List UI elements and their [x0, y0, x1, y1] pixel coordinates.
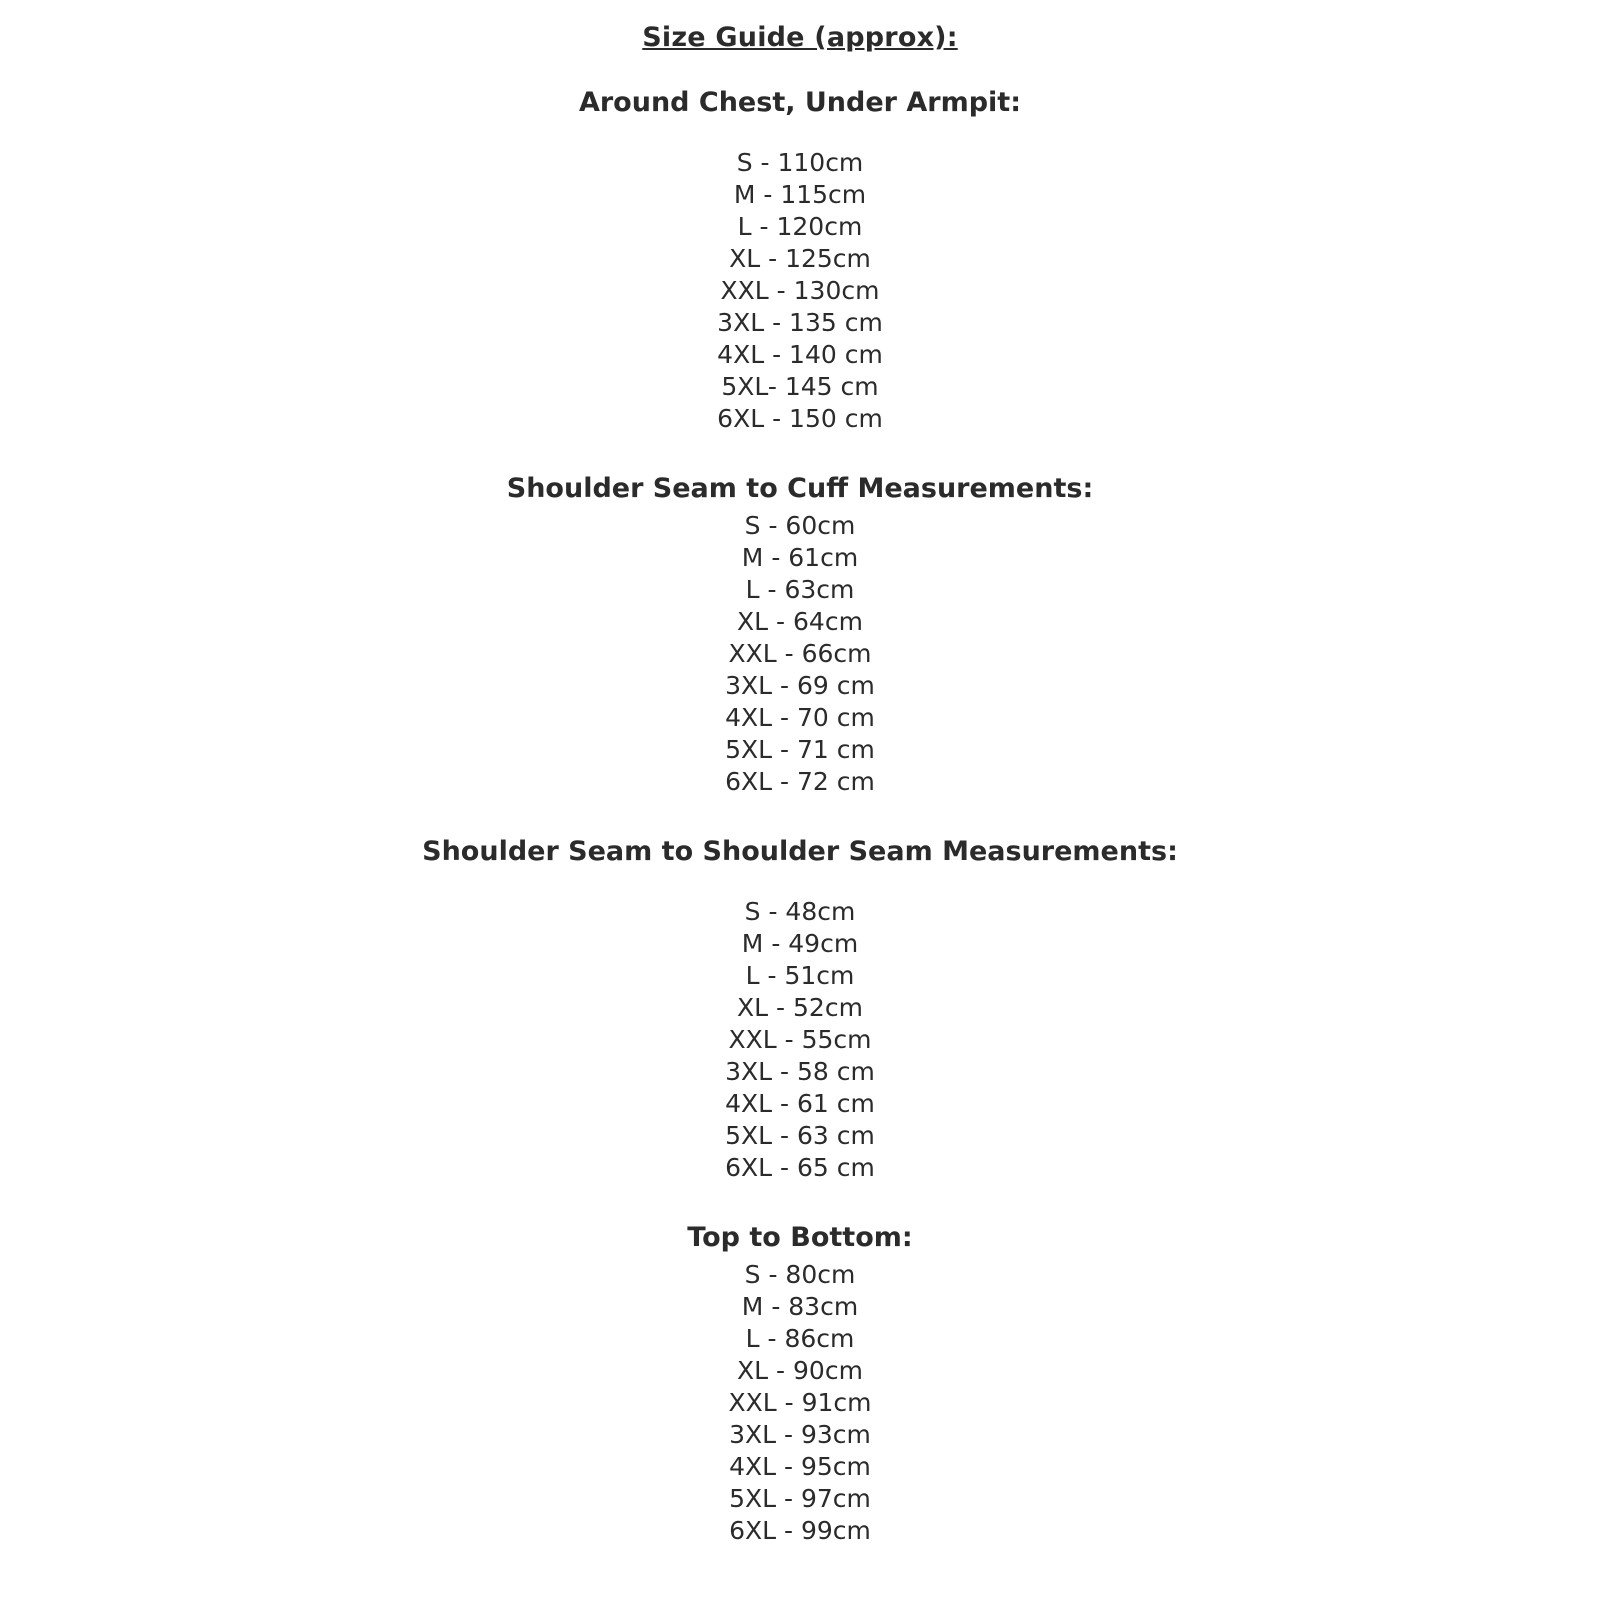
measurement-row: 3XL - 93cm: [729, 1419, 871, 1449]
measurement-row: 6XL - 99cm: [729, 1515, 871, 1545]
section-heading: Shoulder Seam to Cuff Measurements:: [506, 473, 1094, 504]
spacer: [0, 435, 1600, 469]
measurement-row: M - 49cm: [741, 929, 859, 958]
measurement-row: S - 48cm: [744, 897, 856, 926]
spacer: [0, 798, 1600, 832]
measurement-row: S - 110cm: [736, 148, 864, 177]
measurement-row: XL - 125cm: [729, 244, 871, 273]
measurement-row: L - 51cm: [745, 961, 855, 990]
measurement-row: XL - 64cm: [737, 606, 863, 636]
section-top-to-bottom: [0, 1218, 1600, 1547]
measurement-row: XL - 52cm: [737, 993, 863, 1022]
measurement-row: 6XL - 72 cm: [725, 766, 875, 796]
section-shoulder-seam-to-cuff: [0, 469, 1600, 798]
measurement-row: 4XL - 140 cm: [717, 340, 883, 369]
spacer: [0, 59, 1600, 83]
measurement-row: XXL - 66cm: [728, 638, 872, 668]
measurement-row: XXL - 55cm: [728, 1025, 872, 1054]
spacer: [0, 1184, 1600, 1218]
measurement-row: XXL - 130cm: [720, 276, 880, 305]
measurement-row: M - 61cm: [741, 542, 859, 572]
section-heading: Top to Bottom:: [687, 1222, 913, 1253]
measurement-row: M - 83cm: [741, 1291, 859, 1321]
measurement-row: 3XL - 58 cm: [725, 1057, 875, 1086]
measurement-row: XL - 90cm: [737, 1355, 863, 1385]
spacer: [0, 872, 1600, 896]
spacer: [0, 123, 1600, 147]
measurement-row: 5XL - 71 cm: [725, 734, 875, 764]
measurement-row: 5XL - 63 cm: [725, 1121, 875, 1150]
measurement-row: 3XL - 69 cm: [725, 670, 875, 700]
measurement-row: L - 120cm: [737, 212, 863, 241]
measurement-row: 5XL - 97cm: [729, 1483, 871, 1513]
section-shoulder-to-shoulder: [0, 832, 1600, 1185]
measurement-row: S - 60cm: [744, 510, 856, 540]
measurement-row: 4XL - 95cm: [729, 1451, 871, 1481]
measurement-row: 3XL - 135 cm: [717, 308, 883, 337]
page-title: Size Guide (approx):: [642, 22, 958, 53]
measurement-row: 6XL - 150 cm: [717, 404, 883, 433]
measurement-row: L - 63cm: [745, 574, 855, 604]
measurement-row: 4XL - 70 cm: [725, 702, 875, 732]
section-heading: Shoulder Seam to Shoulder Seam Measurements:: [422, 835, 1178, 867]
measurement-row: XXL - 91cm: [728, 1387, 872, 1417]
section-around-chest: [0, 83, 1600, 436]
measurement-row: S - 80cm: [744, 1259, 856, 1289]
measurement-row: 4XL - 61 cm: [725, 1089, 875, 1118]
measurement-row: 5XL- 145 cm: [721, 372, 879, 401]
measurement-row: L - 86cm: [745, 1323, 855, 1353]
measurement-row: 6XL - 65 cm: [725, 1153, 875, 1182]
section-heading: Around Chest, Under Armpit:: [578, 86, 1022, 118]
measurement-row: M - 115cm: [733, 180, 867, 209]
